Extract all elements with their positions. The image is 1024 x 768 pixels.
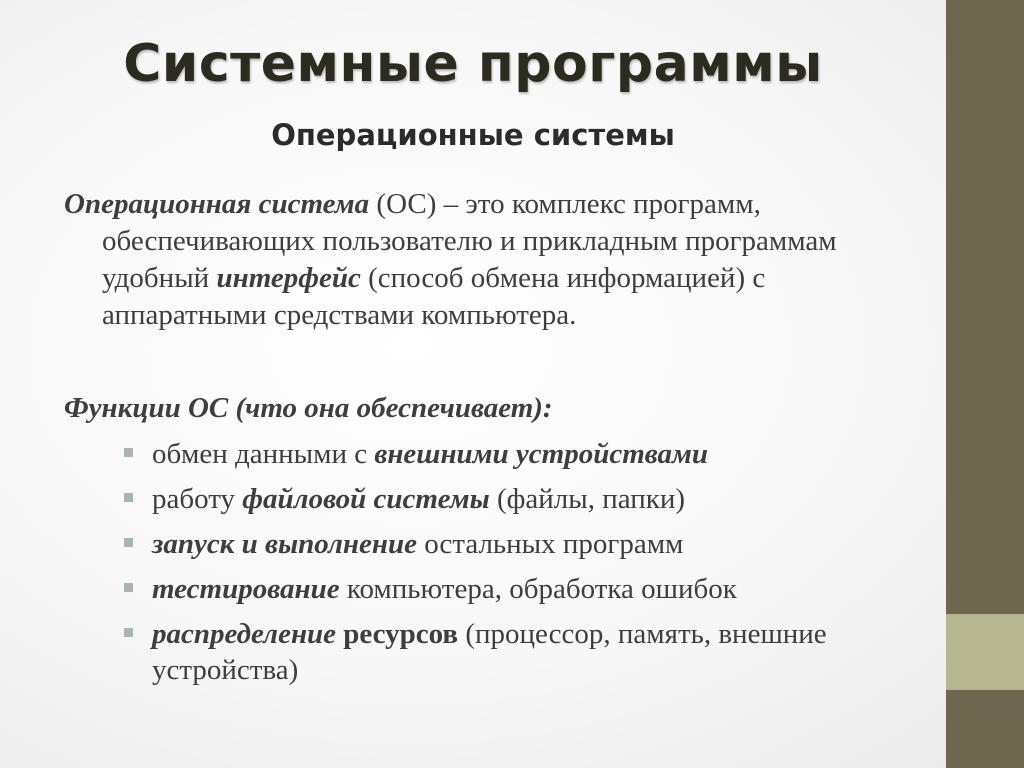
function-item [122, 616, 862, 688]
function-emphasis: файловой системы [242, 483, 490, 515]
function-emphasis: распределение [152, 618, 337, 650]
square-bullet-icon [124, 493, 133, 502]
side-decor-accent [946, 614, 1024, 690]
definition-highlight: интерфейс [216, 262, 361, 294]
function-item [122, 571, 862, 607]
functions-heading: Функции ОС (что она обеспечивает): [64, 392, 553, 424]
function-text: компьютера, обработка ошибок [339, 573, 737, 605]
slide-subtitle: Операционные системы [271, 118, 675, 152]
square-bullet-icon [124, 583, 133, 592]
function-item [122, 526, 862, 562]
definition-term: Операционная система [64, 188, 370, 220]
function-emphasis: внешними устройствами [374, 438, 709, 470]
function-text: (файлы, папки) [489, 483, 686, 515]
definition-text-part1: (ОС) – это комплекс программ, обеспечивающих пользователю и прикладным программам удобный [102, 188, 837, 294]
square-bullet-icon [124, 628, 133, 637]
functions-list [122, 436, 862, 697]
function-item [122, 481, 862, 517]
function-text: (процессор, память, внешние устройства) [152, 618, 827, 686]
slide-title: Системные программы [123, 34, 823, 94]
function-bold: ресурсов [336, 618, 459, 650]
function-text: остальных программ [416, 528, 684, 560]
square-bullet-icon [124, 538, 133, 547]
function-emphasis: запуск и выполнение [152, 528, 417, 560]
function-text: обмен данными с [152, 438, 375, 470]
function-emphasis: тестирование [152, 573, 340, 605]
function-text: работу [152, 483, 243, 515]
square-bullet-icon [124, 448, 133, 457]
definition-paragraph [64, 186, 892, 334]
function-item [122, 436, 862, 472]
definition-text-part2: (способ обмена информацией) с аппаратными средствами компьютера. [102, 262, 766, 331]
